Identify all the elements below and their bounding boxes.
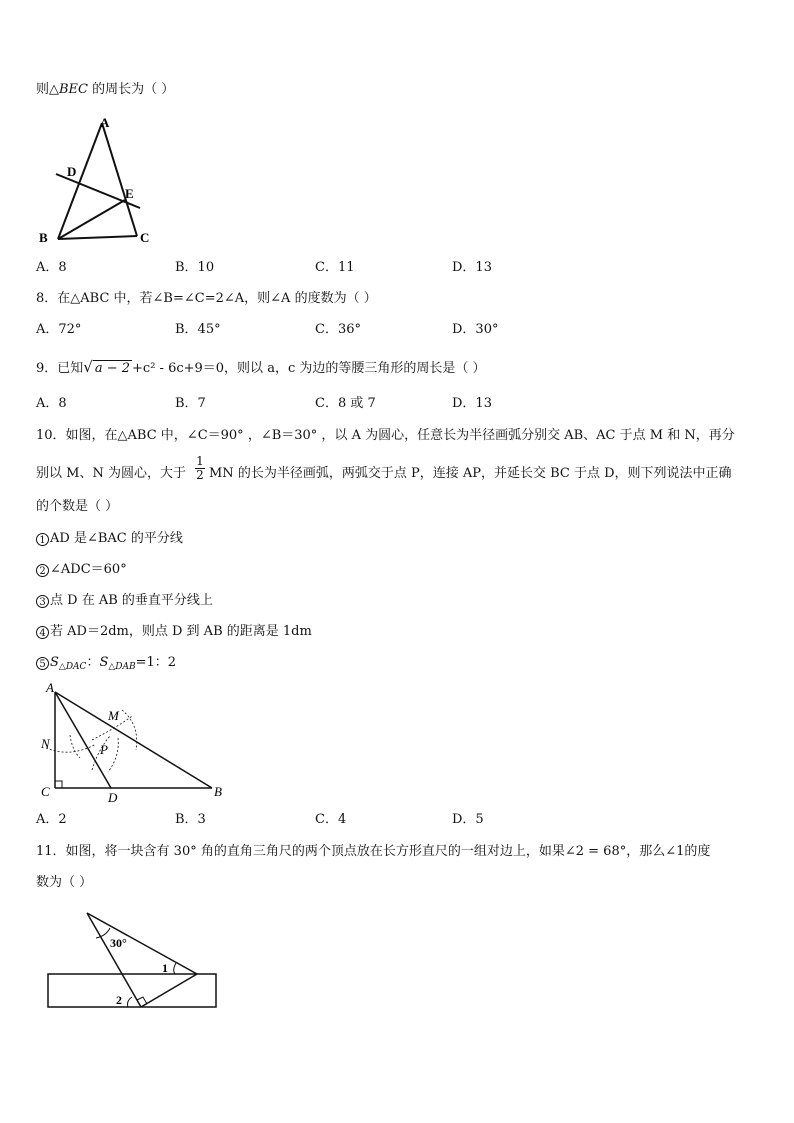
q8-option-b[interactable]: B．45° [175, 322, 221, 337]
q7-option-c[interactable]: C．11 [315, 260, 355, 275]
q10-label-a: A [46, 680, 54, 695]
q7-label-a: A [100, 115, 110, 130]
q10-statement-5: 5 $S_{\triangle DAC}$：$S_{\triangle DAB}=1$：2 [36, 655, 176, 675]
q7-label-c: C [140, 230, 150, 245]
q10-statement-2: 2 ∠ADC＝60° [36, 562, 127, 578]
q10-statement-3: 3 点 D 在 AB 的垂直平分线上 [36, 593, 213, 609]
q10-label-m: M [108, 708, 119, 723]
sqrt-symbol: √ [83, 358, 93, 376]
q11-label-2: 2 [116, 993, 122, 1007]
q8-option-d[interactable]: D．30° [452, 322, 499, 337]
q10-statement-1: 1 AD 是∠BAC 的平分线 [36, 531, 183, 547]
q10-option-c[interactable]: C．4 [315, 812, 347, 827]
q10-label-n: N [41, 736, 50, 751]
q10-fraction: 1 2 [196, 454, 204, 482]
q9-option-d[interactable]: D．13 [452, 396, 492, 411]
q10-line2-a: 别以 M、N 为圆心，大于 [36, 466, 186, 481]
q10-label-p: P [100, 742, 108, 757]
q11-ruler-figure [46, 908, 221, 1013]
q7-label-b: B [39, 230, 48, 245]
q10-statement-4: 4 若 AD＝2dm，则点 D 到 AB 的距离是 1dm [36, 624, 312, 640]
q7-label-e: E [125, 186, 134, 201]
q9-radicand: a − 2 [94, 361, 131, 376]
q11-label-30deg: 30° [110, 936, 127, 950]
q10-option-b[interactable]: B．3 [175, 812, 206, 827]
q9-stem: 9．已知√ a − 2 +c² ‑ 6c+9＝0，则以 a，c 为边的等腰三角形的周长是（ ） [36, 358, 486, 376]
q7-option-a[interactable]: A．8 [36, 260, 67, 275]
q10-line2-b: MN 的长为半径画弧，两弧交于点 P，连接 AP，并延长交 BC 于点 D，则下列说法中正确 [209, 466, 732, 481]
q7-triangle-figure [36, 112, 166, 247]
q10-line1: 10．如图，在△ABC 中，∠C＝90° ，∠B＝30° ，以 A 为圆心，任意长为半径画弧分别交 AB、AC 于点 M 和 N，再分 [36, 428, 735, 443]
q10-line3: 的个数是（ ） [36, 499, 119, 514]
q10-option-d[interactable]: D．5 [452, 812, 484, 827]
q9-option-c[interactable]: C．8 或 7 [315, 396, 376, 411]
q11-line2: 数为（ ） [36, 875, 93, 890]
q8-option-c[interactable]: C．36° [315, 322, 361, 337]
q7-stem: 则△BEC 的周长为（ ） [36, 82, 175, 97]
q11-label-1: 1 [162, 961, 168, 975]
q7-option-d[interactable]: D．13 [452, 260, 492, 275]
q10-option-a[interactable]: A．2 [36, 812, 67, 827]
q8-stem: 8．在△ABC 中，若∠B=∠C=2∠A，则∠A 的度数为（ ） [36, 291, 377, 306]
q9-option-b[interactable]: B．7 [175, 396, 206, 411]
q10-label-d: D [108, 790, 118, 805]
q10-triangle-figure [36, 680, 236, 805]
q10-label-b: B [214, 784, 222, 799]
q7-label-d: D [67, 164, 77, 179]
q9-option-a[interactable]: A．8 [36, 396, 67, 411]
q10-label-c: C [41, 784, 50, 799]
q8-option-a[interactable]: A．72° [36, 322, 82, 337]
q7-option-b[interactable]: B．10 [175, 260, 215, 275]
q11-line1: 11．如图，将一块含有 30° 角的直角三角尺的两个顶点放在长方形直尺的一组对边上，如果∠2 = 68°，那么∠1的度 [36, 844, 711, 859]
